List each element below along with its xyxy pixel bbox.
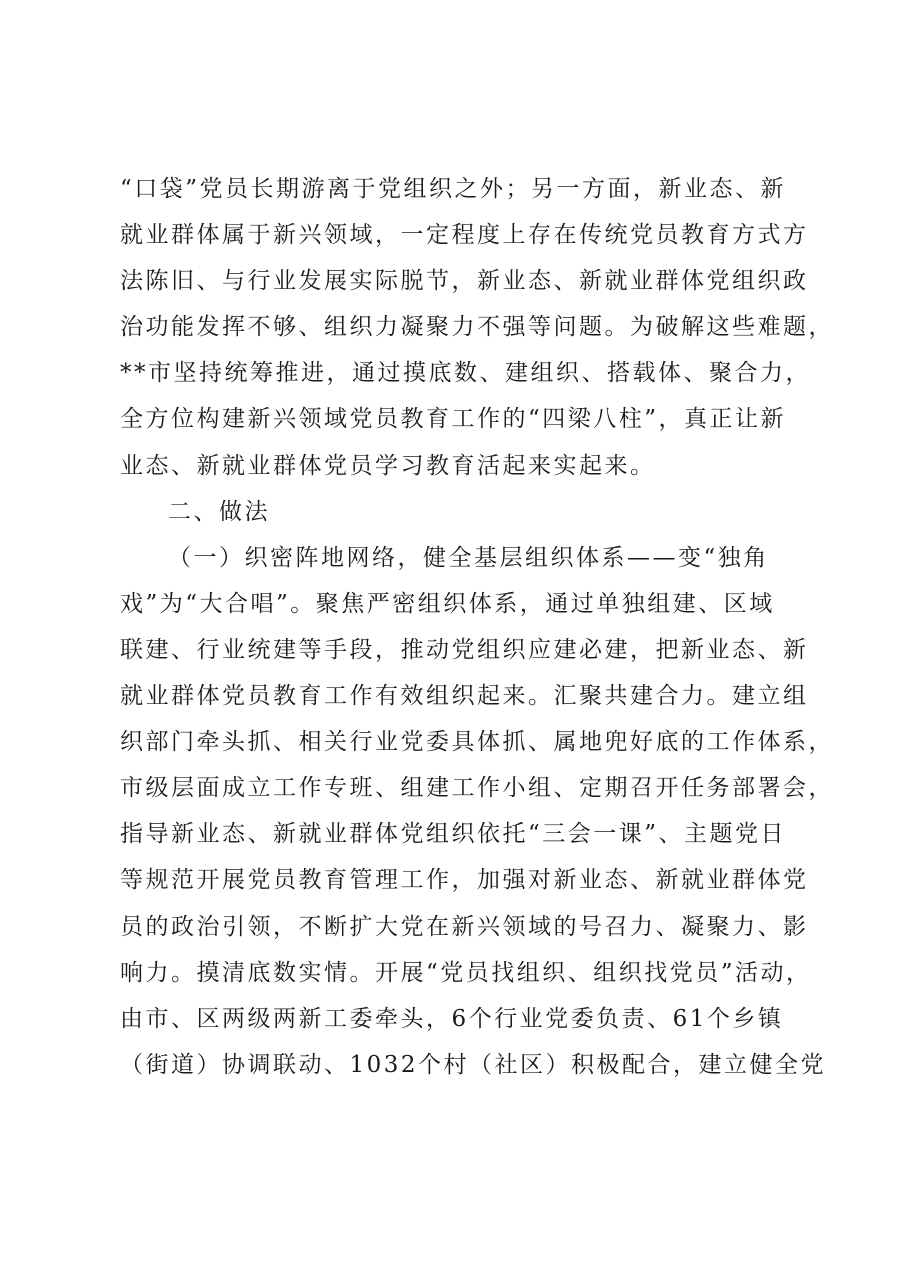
- text-line: 响力。摸清底数实情。开展“党员找组织、组织找党员”活动，: [120, 959, 812, 986]
- document-body: [120, 166, 834, 1088]
- text-line: 联建、行业统建等手段，推动党组织应建必建，把新业态、新: [120, 636, 809, 663]
- subsection-heading-line: （一）织密阵地网络，健全基层组织体系——变“独角: [168, 544, 769, 571]
- text-line: 法陈旧、与行业发展实际脱节，新业态、新就业群体党组织政: [120, 268, 809, 295]
- text-line: 戏”为“大合唱”。聚焦严密组织体系，通过单独组建、区域: [120, 590, 775, 617]
- text-line: 由市、区两级两新工委牵头，6个行业党委负责、61个乡镇: [120, 1005, 784, 1032]
- text-line: 市级层面成立工作专班、组建工作小组、定期召开任务部署会，: [120, 775, 834, 802]
- text-line: 织部门牵头抓、相关行业党委具体抓、属地兜好底的工作体系，: [120, 729, 834, 756]
- text-line: 就业群体党员教育工作有效组织起来。汇聚共建合力。建立组: [120, 683, 809, 710]
- text-line: 指导新业态、新就业群体党组织依托“三会一课”、主题党日: [120, 821, 787, 848]
- section-heading: 二、做法: [168, 498, 270, 525]
- text-line: 业态、新就业群体党员学习教育活起来实起来。: [120, 452, 656, 479]
- text-line: （街道）协调联动、1032个村（社区）积极配合，建立健全党: [120, 1051, 827, 1078]
- text-line: 员的政治引领，不断扩大党在新兴领域的号召力、凝聚力、影: [120, 913, 809, 940]
- text-line: 等规范开展党员教育管理工作，加强对新业态、新就业群体党: [120, 867, 809, 894]
- text-line: 就业群体属于新兴领域，一定程度上存在传统党员教育方式方: [120, 222, 809, 249]
- text-line: 全方位构建新兴领域党员教育工作的“四梁八柱”，真正让新: [120, 406, 787, 433]
- text-line: 治功能发挥不够、组织力凝聚力不强等问题。为破解这些难题，: [120, 314, 834, 341]
- text-line: “口袋”党员长期游离于党组织之外；另一方面，新业态、新: [120, 176, 787, 202]
- text-line: **市坚持统筹推进，通过摸底数、建组织、搭载体、聚合力，: [120, 360, 811, 387]
